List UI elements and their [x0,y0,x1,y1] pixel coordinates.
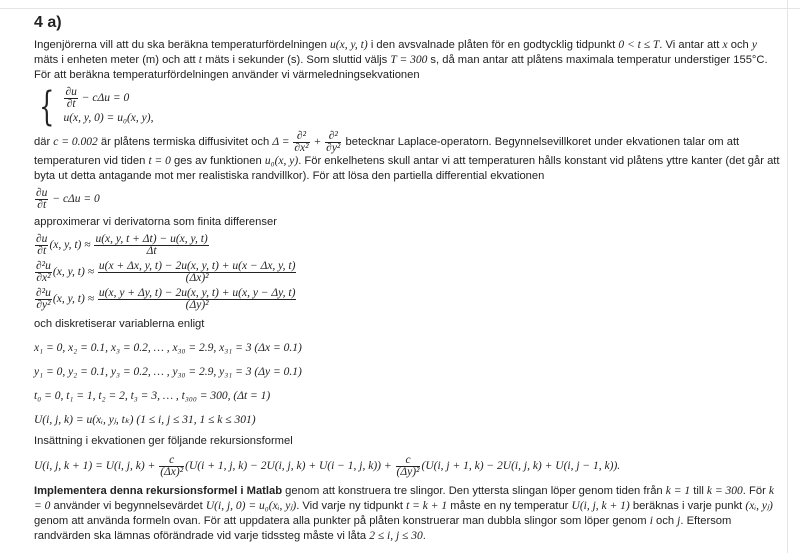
implement-paragraph: Implementera denna rekursionsformel i Matlab genom att konstruera tre slingor. Den yttersta slingan löper genom tiden från k = 1 till k = 300. För k = 0 använder vi begynnelsevärdet U(i, j, 0) = u₀(xᵢ, yⱼ). Vid varje ny tidpunkt t = k + 1 måste en ny temperatur U(i, j, k + 1) beräknas i varje punkt (xᵢ, yⱼ) genom att använda formeln ovan. För att uppdatera alla punkter på plåten konstruerar man dubbla slingor som löper genom i och j. Eftersom randvärden ska lämnas oförändrade vid varje tidssteg måste vi låta 2 ≤ i, j ≤ 30. [34,485,775,542]
recursion-formula: U(i, j, k + 1) = U(i, j, k) + $\frac{c}{\text{(Δx)²}}$ (U(i + 1, j, k) − 2U(i, j, k) + U(i − 1, j, k)) + $\frac{c}{\text{(Δy)²}}$ (U(i, j + 1, k) − 2U(i, j, k) + U(i, j − 1, k)). [34,454,621,478]
intro-paragraph: Ingenjörerna vill att du ska beräkna temperaturfördelningen u(x, y, t) i den avsvalnade plåten för en godtycklig tidpunkt 0 < t ≤ T. Vi antar att x och y mäts i enheten meter (m) och att t mäts i sekunder (s). Som sluttid väljs T = 300 s, då man antar att plåtens maximala temperatur understiger 155°C. För att beräkna temperaturfördelningen använder vi värmeledningsekvationen [34,39,768,81]
heat-equation-system [34,84,784,130]
system-eq-initial: u(x, y, 0) = u₀(x, y), [63,112,154,124]
approx-text: approximerar vi derivatorna som finita differenser [34,216,277,228]
finite-difference-t: $\frac{\partial u}{\partial t}$ (x, y, t) ≈ $\frac{u(x, y, t + \Delta t) - u(x, y, t)}{\Delta t}$ [36,233,208,257]
grid-t: t₀ = 0, t₁ = 1, t₂ = 2, t₃ = 3, … , t₃₀₀ = 300, (Δt = 1) [34,390,271,402]
finite-difference-x: $\frac{\text{∂²u}}{\text{∂x²}}$ (x, y, t) ≈ $\frac{u(x + \Delta x, y, t) - 2u(x, y, t) + u(x - \Delta x, y, t)}{\text{(Δx)²}}$ [36,260,296,284]
document-content [34,14,784,544]
grid-x: x₁ = 0, x₂ = 0.1, x₃ = 0.2, … , x₃₀ = 2.9, x₃₁ = 3 (Δx = 0.1) [34,342,302,354]
pde-equation: $\frac{\partial u}{\partial t}$ − cΔu = 0 [36,187,100,211]
discretize-text: och diskretiserar variablerna enligt [34,318,205,330]
diffusivity-paragraph: där c = 0.002 är plåtens termiska diffusivitet och Δ = $\frac{\text{∂²}}{\text{∂x²}}$ + $\frac{\text{∂²}}{\text{∂y²}}$ betecknar Laplace-operatorn. Begynnelsevillkoret under ekvationen talar om att temperaturen vid tiden t = 0 ges av funktionen u₀(x, y). För enkelhetens skull antar vi att temperaturen hålls konstant vid plåtens yttre kanter (det går att byta ut detta antagande mot mer realistiska randvillkor). För att lösa den partiella differential ekvationen [34,130,780,182]
section-heading: 4 a) [34,14,62,31]
right-divider [787,0,788,553]
insert-text: Insättning i ekvationen ger följande rekursionsformel [34,435,293,447]
grid-y: y₁ = 0, y₂ = 0.1, y₃ = 0.2, … , y₃₀ = 2.9, y₃₁ = 3 (Δy = 0.1) [34,366,302,378]
left-brace: { [39,84,55,130]
system-eq-pde: $\frac{\partial u}{\partial t}$ − cΔu = 0 [65,86,130,110]
finite-difference-y: $\frac{\text{∂²u}}{\text{∂y²}}$ (x, y, t) ≈ $\frac{u(x, y + \Delta y, t) - 2u(x, y, t) + u(x, y - \Delta y, t)}{\text{(Δy)²}}$ [36,287,296,311]
top-divider [0,8,800,9]
grid-u: U(i, j, k) = u(xᵢ, yⱼ, tₖ) (1 ≤ i, j ≤ 31, 1 ≤ k ≤ 301) [34,414,256,426]
